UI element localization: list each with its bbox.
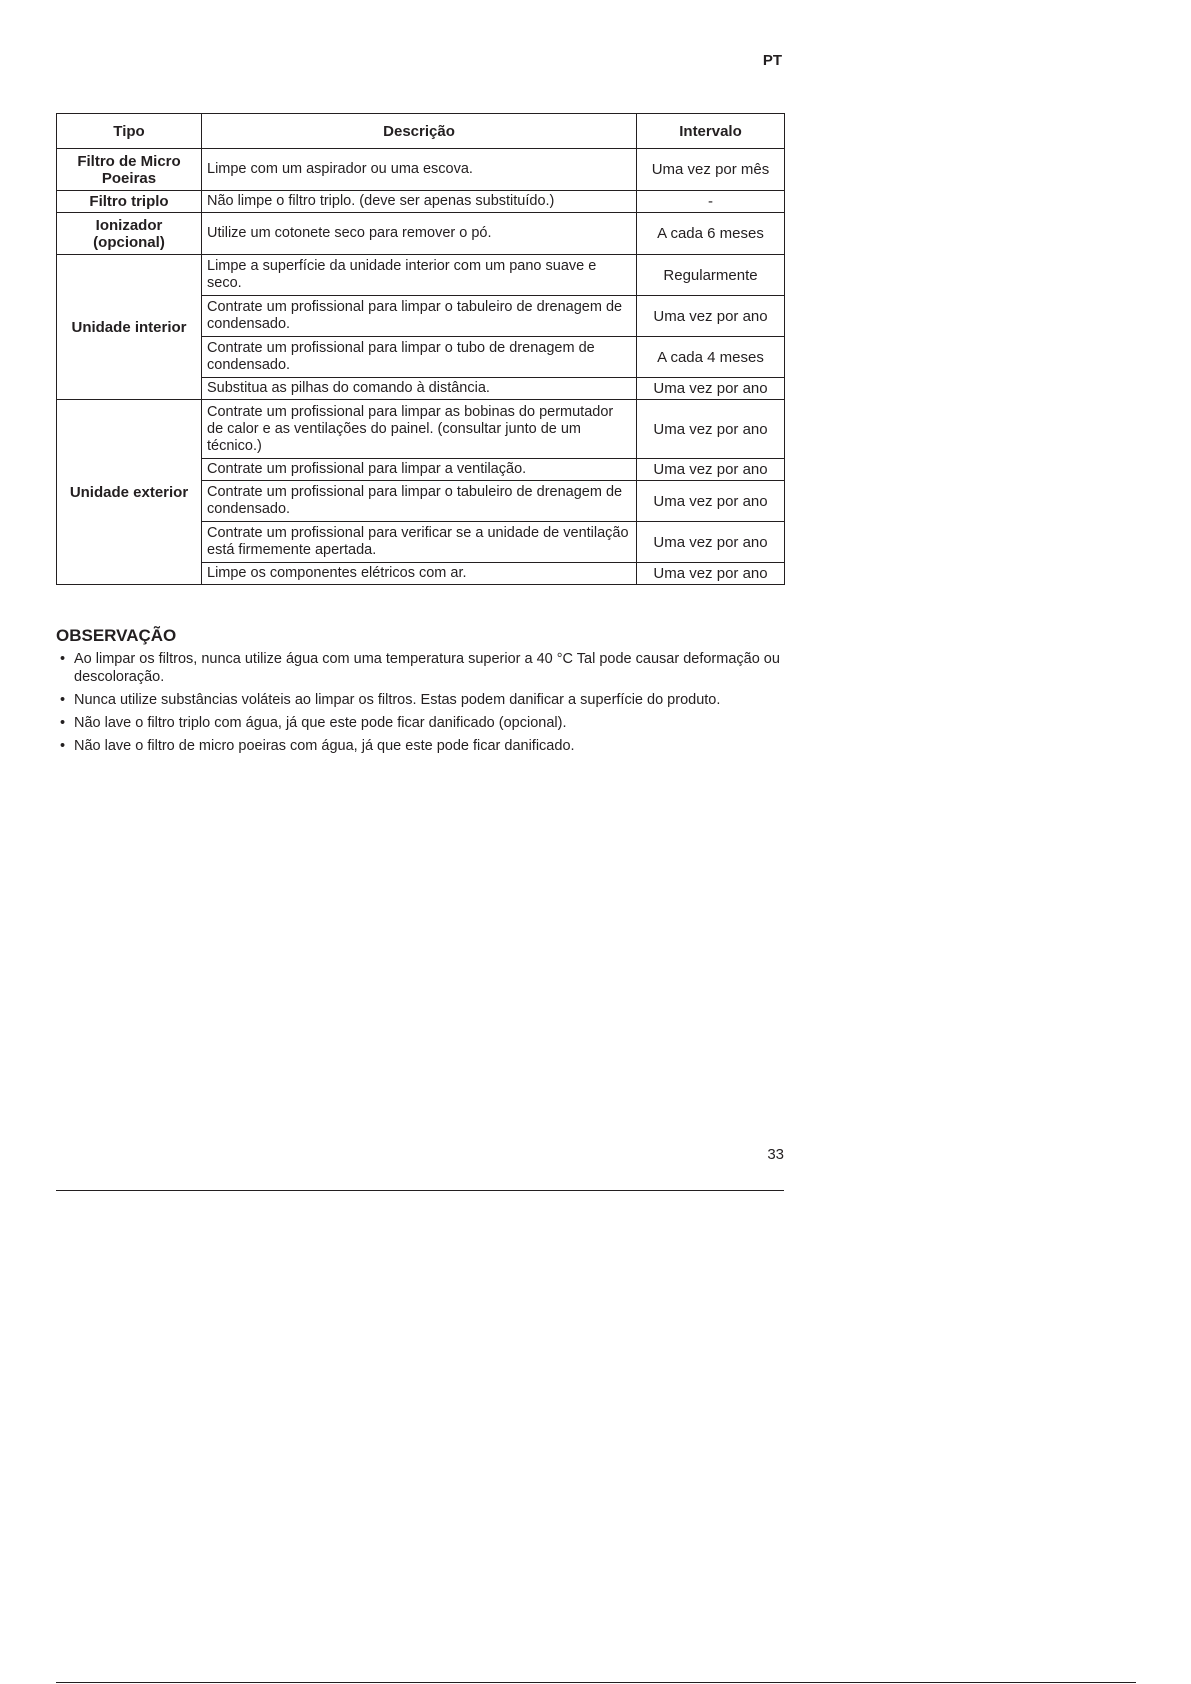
header-intervalo: Intervalo — [637, 114, 785, 149]
row-type: Filtro triplo — [57, 191, 202, 213]
row-interval: Uma vez por ano — [637, 563, 785, 585]
page-number: 33 — [767, 1146, 784, 1163]
row-interval: Uma vez por ano — [637, 481, 785, 522]
note-title: OBSERVAÇÃO — [56, 626, 177, 645]
page-divider — [56, 1190, 784, 1191]
header-descricao: Descrição — [202, 114, 637, 149]
row-interval: Uma vez por ano — [637, 522, 785, 563]
row-type: Unidade exterior — [57, 400, 202, 585]
row-interval: Uma vez por ano — [637, 459, 785, 481]
row-description: Substitua as pilhas do comando à distância. — [202, 378, 637, 400]
row-interval: A cada 6 meses — [637, 213, 785, 255]
row-interval: A cada 4 meses — [637, 337, 785, 378]
table-row — [57, 255, 785, 296]
row-type: Filtro de Micro Poeiras — [57, 149, 202, 191]
note-item: • Ao limpar os filtros, nunca utilize água com uma temperatura superior a 40 °C Tal pode causar deformação ou descoloração. — [56, 650, 786, 686]
table-row — [57, 400, 785, 459]
row-description: Contrate um profissional para limpar o tubo de drenagem de condensado. — [202, 337, 637, 378]
table-row — [57, 213, 785, 255]
row-type: Ionizador (opcional) — [57, 213, 202, 255]
row-description: Limpe a superfície da unidade interior com um pano suave e seco. — [202, 255, 637, 296]
table-header-row — [57, 114, 785, 149]
row-description: Utilize um cotonete seco para remover o pó. — [202, 213, 637, 255]
table-row — [57, 149, 785, 191]
row-description: Contrate um profissional para limpar a ventilação. — [202, 459, 637, 481]
row-description: Contrate um profissional para limpar o tabuleiro de drenagem de condensado. — [202, 481, 637, 522]
row-description: Limpe os componentes elétricos com ar. — [202, 563, 637, 585]
row-description: Contrate um profissional para limpar as bobinas do permutador de calor e as ventilações do painel. (consultar junto de um técnico.) — [202, 400, 637, 459]
row-description: Contrate um profissional para verificar se a unidade de ventilação está firmemente apertada. — [202, 522, 637, 563]
note-item: • Não lave o filtro de micro poeiras com água, já que este pode ficar danificado. — [56, 737, 786, 755]
row-type: Unidade interior — [57, 255, 202, 400]
row-interval: Uma vez por ano — [637, 378, 785, 400]
note-item: • Não lave o filtro triplo com água, já que este pode ficar danificado (opcional). — [56, 714, 786, 732]
row-description: Contrate um profissional para limpar o tabuleiro de drenagem de condensado. — [202, 296, 637, 337]
row-description: Não limpe o filtro triplo. (deve ser apenas substituído.) — [202, 191, 637, 213]
bottom-divider — [56, 1682, 1136, 1683]
row-interval: - — [637, 191, 785, 213]
maintenance-table — [56, 113, 785, 585]
note-list — [56, 650, 786, 760]
table-row — [57, 191, 785, 213]
row-description: Limpe com um aspirador ou uma escova. — [202, 149, 637, 191]
row-interval: Uma vez por ano — [637, 400, 785, 459]
note-item: • Nunca utilize substâncias voláteis ao limpar os filtros. Estas podem danificar a superfície do produto. — [56, 691, 786, 709]
language-code: PT — [762, 52, 782, 69]
header-tipo: Tipo — [57, 114, 202, 149]
row-interval: Uma vez por mês — [637, 149, 785, 191]
row-interval: Uma vez por ano — [637, 296, 785, 337]
row-interval: Regularmente — [637, 255, 785, 296]
